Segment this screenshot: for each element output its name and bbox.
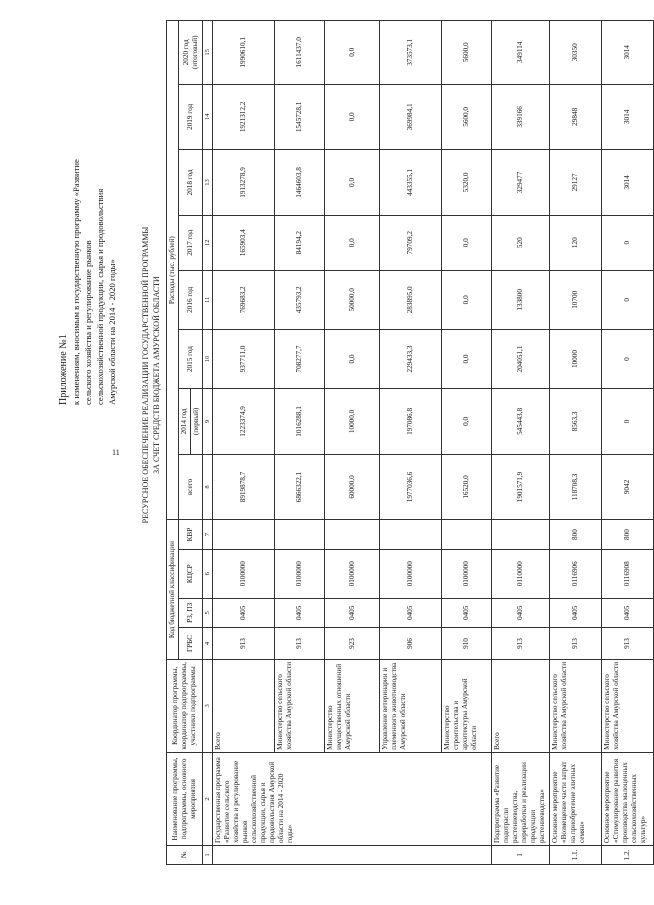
column-index: 11 [203,270,213,329]
cell-y2018: 329477 [492,150,550,216]
cell-y2018: 1464603,8 [275,150,325,216]
cell-y2018: 443355,1 [380,150,442,216]
resource-table [166,20,654,865]
cell-coordinator: Министерство строительства и архитектуры Амурской области [442,659,492,752]
cell-name: Основное мероприятие «Возмещение части затрат на приобретение элитных семян» [550,752,602,845]
cell-grbs: 923 [325,628,380,660]
cell-y2016: 769683,2 [213,270,275,329]
cell-y2019: 369984,1 [380,84,442,150]
cell-vr: 800 [550,520,602,550]
cell-coordinator: Министерство сельского хозяйства Амурской области [602,659,654,752]
header-y2014-note: (первый) [191,389,203,455]
header-total: всего [179,454,203,520]
cell-csr: 0110000 [492,549,550,598]
table-row [492,21,550,865]
table-row [550,21,602,865]
cell-coordinator: Всего [492,659,550,752]
cell-y2015: 0,0 [325,329,380,388]
cell-rzpr: 0405 [492,598,550,628]
cell-name: Основное мероприятие «Стимулирование развития производства малоценных сельскохозяйственных культур» [602,752,654,845]
cell-csr: 0100000 [213,549,275,598]
cell-y2016: 133800 [492,270,550,329]
cell-rzpr: 0405 [602,598,654,628]
cell-y2018: 29127 [550,150,602,216]
cell-y2017: 79709,2 [380,215,442,270]
cell-y2017: 165903,4 [213,215,275,270]
column-index: 5 [203,598,213,628]
header-y2020: 2020 год (итоговый) [179,21,203,85]
cell-y2017: 0 [602,215,654,270]
cell-csr: 0116908 [602,549,654,598]
table-row [325,21,380,865]
cell-y2014: 8563,3 [550,389,602,455]
header-y2017: 2017 год [179,215,203,270]
cell-grbs: 910 [442,628,492,660]
cell-total: 9042 [602,454,654,520]
table-row [380,21,442,865]
cell-y2016: 0,0 [442,270,492,329]
header-y2016: 2016 год [179,270,203,329]
cell-y2019: 1545728,1 [275,84,325,150]
cell-y2017: 0,0 [442,215,492,270]
annex-header [58,25,118,405]
cell-grbs: 913 [550,628,602,660]
cell-y2017: 0,0 [325,215,380,270]
cell-num: 1.2. [602,845,654,864]
cell-y2014: 545443,8 [492,389,550,455]
cell-grbs: 913 [602,628,654,660]
cell-y2017: 120 [550,215,602,270]
column-index: 4 [203,628,213,660]
resource-table-wrap [166,20,654,865]
cell-y2015: 229433,3 [380,329,442,388]
cell-y2019: 3014 [602,84,654,150]
cell-num: 1.1. [550,845,602,864]
cell-vr [442,520,492,550]
cell-y2014: 197086,8 [380,389,442,455]
cell-csr: 0100000 [380,549,442,598]
cell-name: Государственная программа «Развитие сельского хозяйства и регулирование рынков сельскохозяйственной продукции, сырья и продовольствия Амурской области на 2014 - 2020 годы» [213,752,492,845]
cell-y2014: 0 [602,389,654,455]
cell-rzpr: 0405 [550,598,602,628]
header-expenses: Расходы (тыс. рублей) [167,21,179,520]
cell-num [213,845,492,864]
cell-y2015: 0,0 [442,329,492,388]
cell-vr [380,520,442,550]
column-index: 8 [203,454,213,520]
column-index: 13 [203,150,213,216]
cell-y2020: 349114 [492,21,550,85]
cell-y2016: 50000,0 [325,270,380,329]
document-title [140,75,162,675]
cell-y2017: 520 [492,215,550,270]
cell-csr: 0116906 [550,549,602,598]
annex-line: Амурской области на 2014 - 2020 годы» [107,259,117,405]
cell-rzpr: 0405 [380,598,442,628]
column-index-row [203,21,213,865]
cell-grbs: 906 [380,628,442,660]
cell-y2017: 84194,2 [275,215,325,270]
cell-vr: 800 [602,520,654,550]
cell-coordinator: Министерство сельского хозяйства Амурской области [550,659,602,752]
cell-vr [325,520,380,550]
cell-y2018: 1913278,9 [213,150,275,216]
cell-y2020: 3014 [602,21,654,85]
cell-total: 8919878,7 [213,454,275,520]
cell-num: 1 [492,845,550,864]
title-line: ЗА СЧЕТ СРЕДСТВ БЮДЖЕТА АМУРСКОЙ ОБЛАСТИ [152,276,161,474]
cell-y2018: 3014 [602,150,654,216]
cell-coordinator: Министерство имущественных отношений Амурской области [325,659,380,752]
column-index: 9 [203,389,213,455]
cell-y2016: 10700 [550,270,602,329]
cell-coordinator: Всего [213,659,275,752]
cell-total: 118708,3 [550,454,602,520]
cell-y2020: 30350 [550,21,602,85]
cell-y2019: 1921312,2 [213,84,275,150]
cell-coordinator: Министерство сельского хозяйства Амурской области [275,659,325,752]
cell-y2020: 1611437,0 [275,21,325,85]
annex-line: сельскохозяйственной продукции, сырья и продовольствия [95,188,105,405]
header-y2019: 2019 год [179,84,203,150]
cell-total: 1901571,9 [492,454,550,520]
cell-y2019: 339166 [492,84,550,150]
header-y2018: 2018 год [179,150,203,216]
annex-line: к изменениям, вносимым в государственную программу «Развитие [71,159,81,405]
column-index: 1 [203,845,213,864]
column-index: 3 [203,659,213,752]
cell-rzpr: 0405 [213,598,275,628]
header-coordinator: Координатор программы, координатор подпрограммы, участники подпрограммы [167,659,203,752]
cell-y2016: 283895,0 [380,270,442,329]
header-vr: КВР [179,520,203,550]
header-y2015: 2015 год [179,329,203,388]
cell-y2019: 29848 [550,84,602,150]
cell-y2014: 1223374,9 [213,389,275,455]
table-head [167,21,213,865]
header-rzpr: РЗ, ПЗ [179,598,203,628]
cell-y2015: 937711,0 [213,329,275,388]
table-body [213,21,654,865]
cell-y2015: 10000 [550,329,602,388]
header-y2014: 2014 год [179,389,191,455]
cell-y2018: 5320,0 [442,150,492,216]
cell-total: 6866322,1 [275,454,325,520]
cell-y2014: 1016288,1 [275,389,325,455]
annex-line: сельского хозяйства и регулирование рынков [83,240,93,405]
cell-rzpr: 0405 [275,598,325,628]
cell-coordinator: Управление ветеринарии и племенного животноводства Амурской области [380,659,442,752]
cell-rzpr: 0405 [325,598,380,628]
cell-y2015: 0 [602,329,654,388]
cell-vr [213,520,275,550]
cell-y2018: 0,0 [325,150,380,216]
cell-y2019: 0,0 [325,84,380,150]
header-csr: КЦСР [179,549,203,598]
cell-y2016: 0 [602,270,654,329]
cell-vr [492,520,550,550]
cell-grbs: 913 [275,628,325,660]
annex-title: Приложение №1 [58,334,69,405]
cell-csr: 0100000 [325,549,380,598]
cell-total: 16520,0 [442,454,492,520]
cell-csr: 0100000 [275,549,325,598]
page-number: 11 [112,448,120,457]
column-index: 7 [203,520,213,550]
cell-grbs: 913 [492,628,550,660]
cell-y2015: 204051,1 [492,329,550,388]
table-row [275,21,325,865]
cell-y2020: 1990610,1 [213,21,275,85]
cell-y2020: 5600,0 [442,21,492,85]
cell-name: Подпрограмма «Развитие подотрасли растениеводства, переработки и реализации продукции растениеводства» [492,752,550,845]
column-index: 15 [203,21,213,85]
cell-y2019: 5600,0 [442,84,492,150]
table-row [442,21,492,865]
column-index: 14 [203,84,213,150]
header-name: Наименование программы, подпрограммы, основного мероприятия [167,752,203,845]
cell-total: 60000,0 [325,454,380,520]
cell-y2020: 373573,1 [380,21,442,85]
cell-grbs: 913 [213,628,275,660]
column-index: 2 [203,752,213,845]
cell-csr: 0100000 [442,549,492,598]
cell-y2020: 0,0 [325,21,380,85]
table-row [213,21,275,865]
column-index: 6 [203,549,213,598]
column-index: 12 [203,215,213,270]
cell-vr [275,520,325,550]
cell-total: 1977036,6 [380,454,442,520]
header-grbs: ГРБС [179,628,203,660]
cell-rzpr: 0405 [442,598,492,628]
cell-y2014: 0,0 [442,389,492,455]
column-index: 10 [203,329,213,388]
cell-y2015: 708277,7 [275,329,325,388]
title-line: РЕСУРСНОЕ ОБЕСПЕЧЕНИЕ РЕАЛИЗАЦИИ ГОСУДАРСТВЕННОЙ ПРОГРАММЫ [141,226,150,524]
cell-y2014: 10000,0 [325,389,380,455]
header-num: № [167,845,203,864]
header-budget-code: Код бюджетной классификации [167,520,179,660]
table-row [602,21,654,865]
cell-y2016: 435793,2 [275,270,325,329]
